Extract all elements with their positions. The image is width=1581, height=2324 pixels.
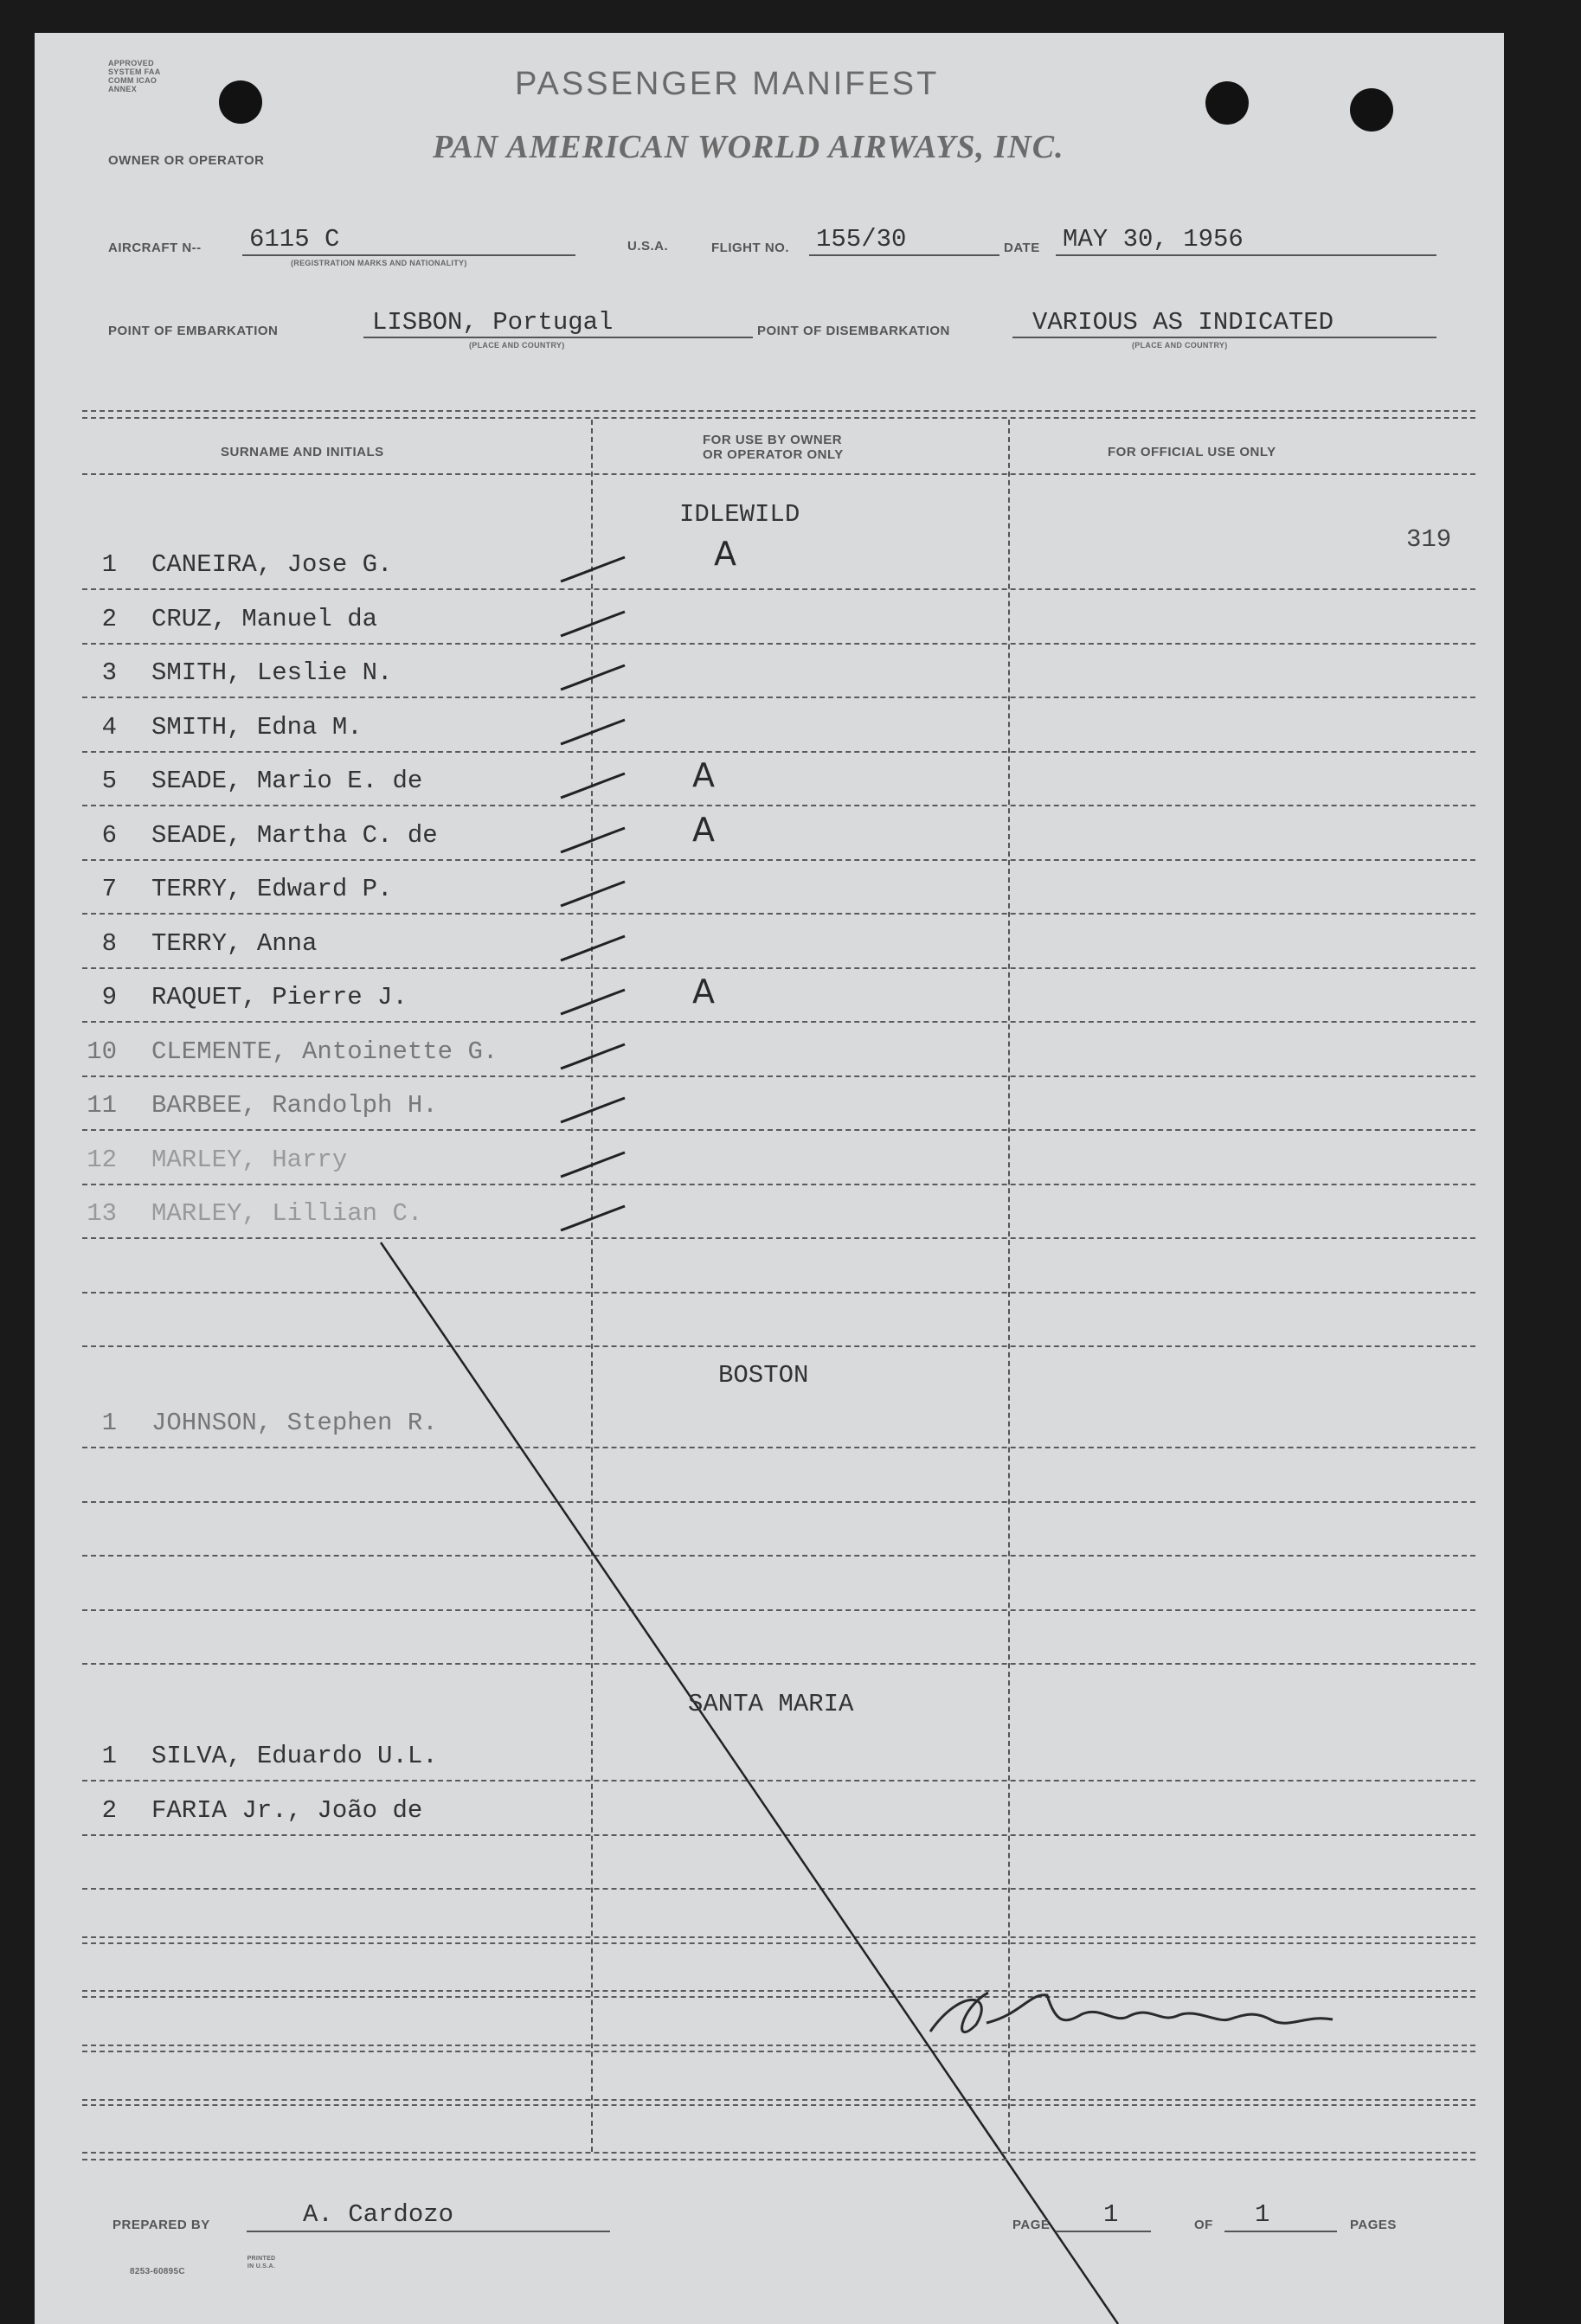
flight-value: 155/30 bbox=[816, 225, 907, 254]
passenger-name: SMITH, Leslie N. bbox=[151, 658, 393, 687]
passenger-number: 13 bbox=[87, 1199, 117, 1228]
prepared-value: A. Cardozo bbox=[303, 2200, 454, 2229]
passenger-number: 1 bbox=[101, 550, 117, 579]
signature bbox=[930, 1993, 1333, 2032]
aircraft-value: 6115 C bbox=[249, 225, 340, 254]
passenger-name: CRUZ, Manuel da bbox=[151, 604, 378, 633]
nationality: U.S.A. bbox=[627, 239, 669, 254]
passenger-number: 6 bbox=[101, 820, 117, 850]
passenger-number: 10 bbox=[87, 1037, 117, 1066]
passenger-name: TERRY, Edward P. bbox=[151, 875, 393, 903]
embarkation-value: LISBON, Portugal bbox=[372, 308, 614, 337]
passenger-number: 12 bbox=[87, 1145, 117, 1174]
disembarkation-label: POINT OF DISEMBARKATION bbox=[757, 324, 950, 338]
form-number: 8253-60895C bbox=[130, 2267, 185, 2276]
markings-layer bbox=[35, 33, 1504, 2324]
passenger-name: SMITH, Edna M. bbox=[151, 712, 363, 741]
passenger-number: 3 bbox=[101, 658, 117, 687]
of-value: 1 bbox=[1255, 2200, 1270, 2229]
passenger-number: 8 bbox=[101, 928, 117, 958]
page-title: PASSENGER MANIFEST bbox=[515, 66, 940, 102]
disembarkation-value: VARIOUS AS INDICATED bbox=[1032, 308, 1334, 337]
column-header-owner-use: FOR USE BY OWNER bbox=[703, 433, 843, 447]
passenger-name: SEADE, Mario E. de bbox=[151, 767, 423, 795]
embarkation-label: POINT OF EMBARKATION bbox=[108, 324, 279, 338]
passenger-name: TERRY, Anna bbox=[151, 928, 318, 958]
passenger-number: 7 bbox=[101, 875, 117, 903]
passenger-name: JOHNSON, Stephen R. bbox=[151, 1409, 438, 1437]
embarkation-caption: (PLACE AND COUNTRY) bbox=[469, 341, 565, 350]
passenger-number: 1 bbox=[101, 1409, 117, 1437]
passenger-name: MARLEY, Lillian C. bbox=[151, 1199, 423, 1228]
passenger-name: MARLEY, Harry bbox=[151, 1145, 348, 1174]
prepared-label: PREPARED BY bbox=[112, 2218, 210, 2232]
passenger-name: CLEMENTE, Antoinette G. bbox=[151, 1037, 498, 1066]
column-header-surname: SURNAME AND INITIALS bbox=[221, 445, 384, 459]
passenger-name: CANEIRA, Jose G. bbox=[151, 550, 393, 579]
column-header-owner-use: OR OPERATOR ONLY bbox=[703, 447, 844, 462]
destination-heading: SANTA MARIA bbox=[688, 1690, 854, 1718]
passenger-number: 4 bbox=[101, 712, 117, 741]
manifest-sheet bbox=[35, 33, 1504, 2324]
handwritten-mark: A bbox=[692, 973, 715, 1011]
passenger-name: SILVA, Eduardo U.L. bbox=[151, 1742, 438, 1770]
page-label: PAGE bbox=[1012, 2218, 1051, 2232]
handwritten-mark: A bbox=[692, 810, 715, 849]
flight-label: FLIGHT NO. bbox=[711, 241, 789, 255]
date-value: MAY 30, 1956 bbox=[1063, 225, 1244, 254]
column-header-official: FOR OFFICIAL USE ONLY bbox=[1108, 445, 1276, 459]
destination-heading: IDLEWILD bbox=[679, 500, 800, 529]
passenger-number: 2 bbox=[101, 604, 117, 633]
approval-stamp: APPROVED SYSTEM FAA COMM ICAO ANNEX bbox=[108, 59, 161, 93]
passenger-number: 9 bbox=[101, 983, 117, 1011]
handwritten-mark: A bbox=[692, 756, 715, 794]
printed-caption: PRINTED IN U.S.A. bbox=[247, 2256, 276, 2269]
disembarkation-caption: (PLACE AND COUNTRY) bbox=[1132, 341, 1228, 350]
date-label: DATE bbox=[1004, 241, 1040, 255]
cancel-diagonal-line bbox=[381, 1242, 1118, 2324]
passenger-name: BARBEE, Randolph H. bbox=[151, 1091, 438, 1120]
handwritten-mark: A bbox=[714, 535, 736, 573]
destination-heading: BOSTON bbox=[718, 1361, 809, 1390]
owner-label: OWNER OR OPERATOR bbox=[108, 153, 265, 168]
passenger-number: 2 bbox=[101, 1795, 117, 1825]
passenger-name: FARIA Jr., João de bbox=[151, 1795, 423, 1825]
passenger-name: RAQUET, Pierre J. bbox=[151, 983, 408, 1011]
annotation-number: 319 bbox=[1406, 525, 1452, 554]
page-value: 1 bbox=[1103, 2200, 1119, 2229]
passenger-number: 5 bbox=[101, 767, 117, 795]
passenger-number: 1 bbox=[101, 1742, 117, 1770]
registration-caption: (REGISTRATION MARKS AND NATIONALITY) bbox=[291, 259, 467, 267]
aircraft-label: AIRCRAFT N-- bbox=[108, 241, 202, 255]
pages-label: PAGES bbox=[1350, 2218, 1397, 2232]
passenger-number: 11 bbox=[87, 1091, 117, 1120]
of-label: OF bbox=[1194, 2218, 1213, 2232]
passenger-name: SEADE, Martha C. de bbox=[151, 820, 438, 850]
owner-value: PAN AMERICAN WORLD AIRWAYS, INC. bbox=[433, 129, 1064, 165]
